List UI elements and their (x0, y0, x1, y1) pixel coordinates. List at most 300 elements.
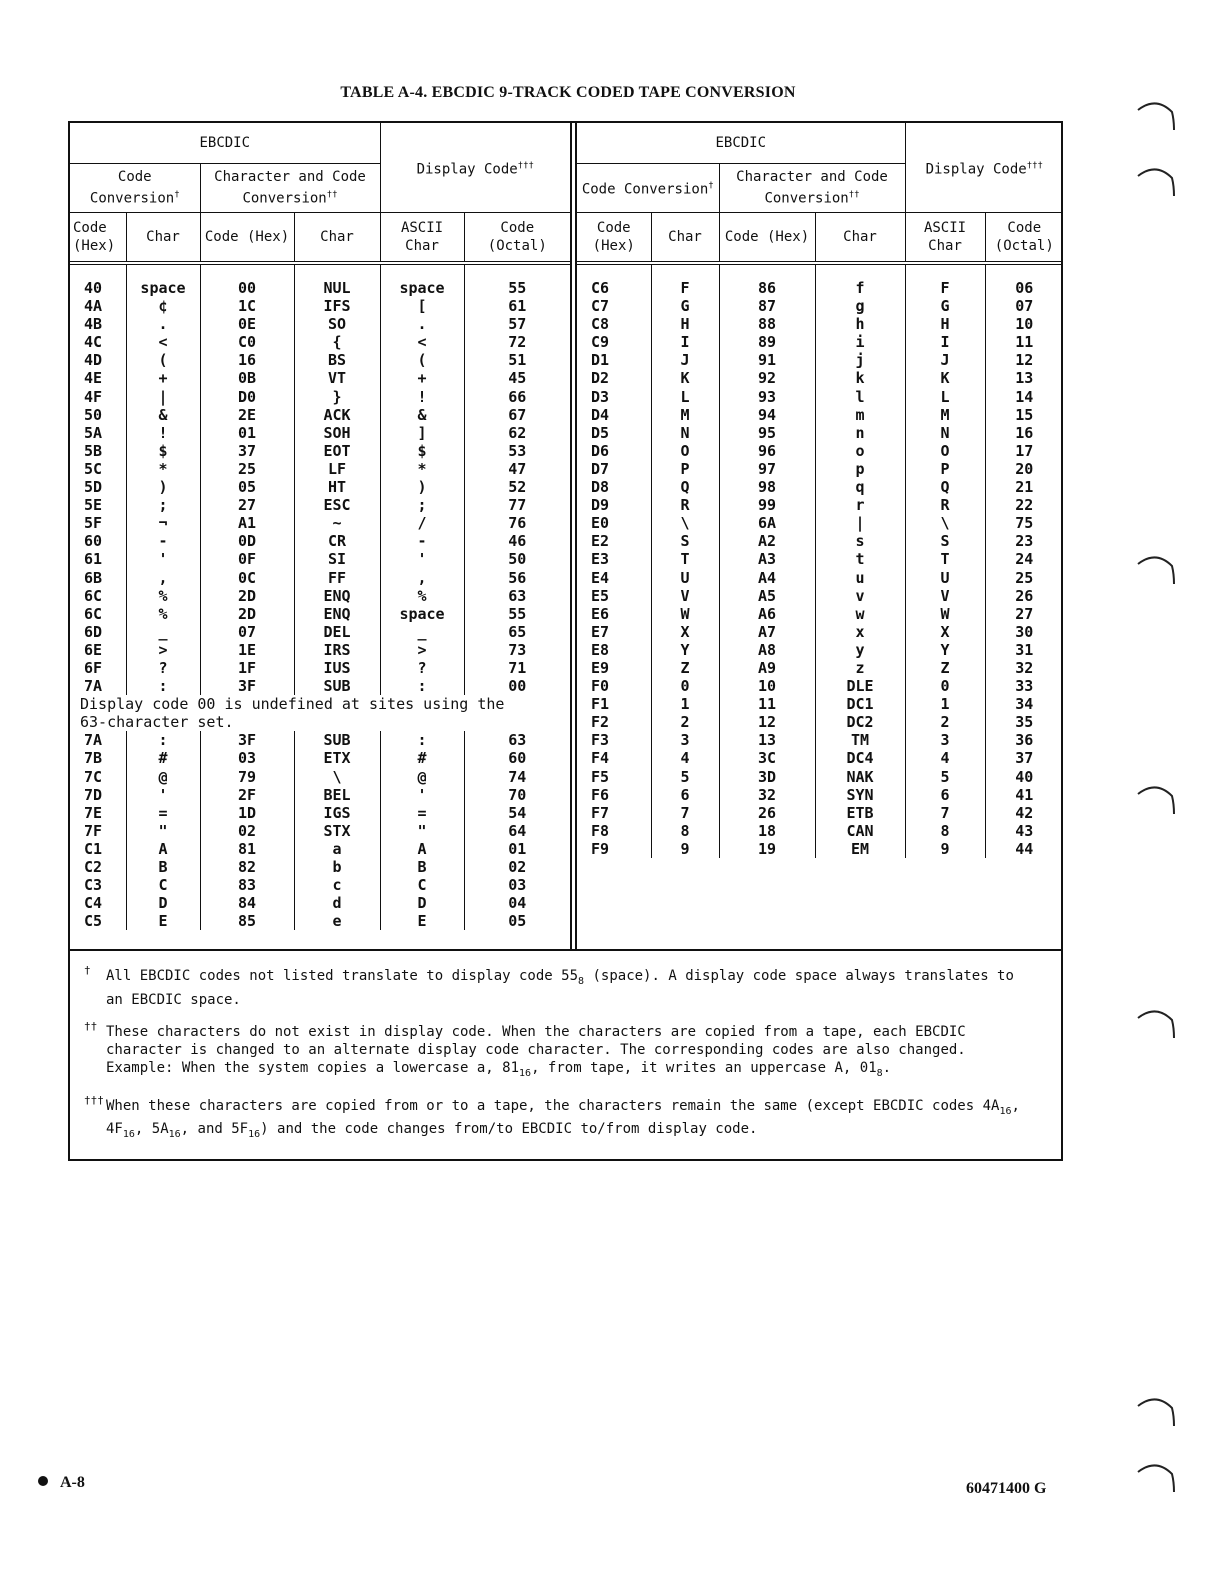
binder-hole-icon (1134, 1002, 1178, 1042)
code-octal-header: Code (Octal) (464, 213, 570, 264)
conversion-char: a (294, 840, 380, 858)
display-code-octal: 17 (985, 442, 1063, 460)
conversion-char: p (815, 460, 905, 478)
ascii-char: B (380, 858, 464, 876)
display-code-octal: 04 (464, 894, 570, 912)
ebcdic-code-hex: D2 (577, 369, 651, 387)
conversion-char: d (294, 894, 380, 912)
conversion-char: DEL (294, 623, 380, 641)
conversion-char: HT (294, 478, 380, 496)
conversion-code-hex: A3 (719, 550, 815, 568)
table-row (577, 496, 1063, 514)
code-hex-header: Code (Hex) (719, 213, 815, 264)
ebcdic-code-hex: F9 (577, 840, 651, 858)
table-row (577, 315, 1063, 333)
conversion-code-hex: 2D (200, 605, 294, 623)
display-code-octal: 31 (985, 641, 1063, 659)
code-hex-header: Code (Hex) (577, 213, 651, 264)
right-panel (577, 123, 1063, 951)
ascii-char: / (380, 514, 464, 532)
code-octal-header: Code (Octal) (985, 213, 1063, 264)
ebcdic-char: S (651, 532, 719, 550)
display-code-octal: 10 (985, 315, 1063, 333)
ebcdic-char: M (651, 406, 719, 424)
conversion-code-hex: 3F (200, 677, 294, 695)
conversion-char: SUB (294, 677, 380, 695)
footnote-2: †† These characters do not exist in display code. When the characters are copied from a tape, each EBCDIC character is changed to an alternate display code character. The corresponding codes are also changed. Example: When the system copies a lowercase a, $81_{16}$, from tape, it writes an uppercase A, $01_8$. (84, 1019, 966, 1079)
table-row (577, 478, 1063, 496)
ascii-char: " (380, 822, 464, 840)
bullet-icon (38, 1476, 48, 1486)
conversion-char: e (294, 912, 380, 930)
ebcdic-char: 6 (651, 786, 719, 804)
ebcdic-code-hex: C4 (70, 894, 126, 912)
ascii-char: O (905, 442, 985, 460)
table-row (577, 623, 1063, 641)
ascii-char: Q (905, 478, 985, 496)
display-code-octal: 30 (985, 623, 1063, 641)
ascii-char: A (380, 840, 464, 858)
code-conversion-header-right: Code Conversion† (577, 164, 719, 213)
display-code-header-right: Display Code††† (905, 123, 1063, 213)
conversion-char: m (815, 406, 905, 424)
table-row (577, 442, 1063, 460)
ascii-char: P (905, 460, 985, 478)
conversion-char: y (815, 641, 905, 659)
conversion-char: EM (815, 840, 905, 858)
display-code-octal: 74 (464, 768, 570, 786)
conversion-char: IUS (294, 659, 380, 677)
ebcdic-char: 2 (651, 713, 719, 731)
table-note-line: Display code 00 is undefined at sites using the (80, 695, 505, 714)
ebcdic-char: T (651, 550, 719, 568)
ascii-char: 1 (905, 695, 985, 713)
display-code-octal: 65 (464, 623, 570, 641)
display-code-octal: 06 (985, 279, 1063, 297)
ascii-char: _ (380, 623, 464, 641)
conversion-code-hex: 16 (200, 351, 294, 369)
ebcdic-code-hex: C2 (70, 858, 126, 876)
display-code-octal: 55 (464, 279, 570, 297)
ascii-char: S (905, 532, 985, 550)
ebcdic-char: J (651, 351, 719, 369)
ebcdic-code-hex: E4 (577, 569, 651, 587)
left-table-body-continued (70, 731, 570, 930)
table-row (70, 912, 570, 930)
ascii-char: K (905, 369, 985, 387)
conversion-char: IRS (294, 641, 380, 659)
ascii-char: ' (380, 786, 464, 804)
ebcdic-char: * (126, 460, 200, 478)
conversion-code-hex: 18 (719, 822, 815, 840)
conversion-code-hex: 0B (200, 369, 294, 387)
conversion-char: DC2 (815, 713, 905, 731)
ebcdic-char: : (126, 677, 200, 695)
ascii-char: 9 (905, 840, 985, 858)
table-row (70, 587, 570, 605)
display-code-octal: 71 (464, 659, 570, 677)
ebcdic-char: ? (126, 659, 200, 677)
ebcdic-code-hex: E2 (577, 532, 651, 550)
column-divider (570, 123, 577, 951)
conversion-char: STX (294, 822, 380, 840)
ebcdic-code-hex: D8 (577, 478, 651, 496)
ascii-char: F (905, 279, 985, 297)
conversion-char: SOH (294, 424, 380, 442)
table-row (577, 768, 1063, 786)
conversion-char: x (815, 623, 905, 641)
table-row (577, 749, 1063, 767)
table-row (70, 315, 570, 333)
display-code-octal: 20 (985, 460, 1063, 478)
ebcdic-char: U (651, 569, 719, 587)
conversion-char: TM (815, 731, 905, 749)
table-row (577, 605, 1063, 623)
conversion-char: IFS (294, 297, 380, 315)
display-code-octal: 27 (985, 605, 1063, 623)
display-code-octal: 63 (464, 587, 570, 605)
display-code-octal: 11 (985, 333, 1063, 351)
display-code-octal: 50 (464, 550, 570, 568)
footnotes (70, 953, 1060, 1144)
table-row (577, 460, 1063, 478)
conversion-char: | (815, 514, 905, 532)
ebcdic-code-hex: 4F (70, 388, 126, 406)
table-row (577, 550, 1063, 568)
conversion-code-hex: 03 (200, 749, 294, 767)
ebcdic-char: X (651, 623, 719, 641)
ebcdic-char: 8 (651, 822, 719, 840)
ascii-char: ) (380, 478, 464, 496)
display-code-octal: 01 (464, 840, 570, 858)
ebcdic-code-hex: D1 (577, 351, 651, 369)
conversion-code-hex: 02 (200, 822, 294, 840)
ebcdic-code-hex: 7D (70, 786, 126, 804)
conversion-char: BEL (294, 786, 380, 804)
ebcdic-char: 0 (651, 677, 719, 695)
right-table-body (577, 263, 1063, 858)
ascii-char-header: ASCII Char (905, 213, 985, 264)
ebcdic-code-hex: F2 (577, 713, 651, 731)
conversion-char: SYN (815, 786, 905, 804)
ascii-char: ! (380, 388, 464, 406)
display-code-octal: 14 (985, 388, 1063, 406)
ascii-char: W (905, 605, 985, 623)
conversion-code-hex: A9 (719, 659, 815, 677)
conversion-char: z (815, 659, 905, 677)
binder-hole-icon (1134, 160, 1178, 200)
display-code-octal: 53 (464, 442, 570, 460)
table-row (70, 768, 570, 786)
table-frame (68, 121, 1063, 1161)
ebcdic-char: % (126, 587, 200, 605)
ebcdic-code-hex: 5B (70, 442, 126, 460)
ebcdic-char: L (651, 388, 719, 406)
char-code-conversion-header-left: Character and Code Conversion†† (200, 164, 380, 213)
conversion-code-hex: 1D (200, 804, 294, 822)
conversion-char: r (815, 496, 905, 514)
char-header: Char (651, 213, 719, 264)
conversion-code-hex: 87 (719, 297, 815, 315)
display-code-octal: 73 (464, 641, 570, 659)
table-row (70, 388, 570, 406)
conversion-code-hex: 13 (719, 731, 815, 749)
ebcdic-char: | (126, 388, 200, 406)
ascii-char: % (380, 587, 464, 605)
conversion-code-hex: 94 (719, 406, 815, 424)
ebcdic-char: + (126, 369, 200, 387)
conversion-char: ACK (294, 406, 380, 424)
ascii-char: * (380, 460, 464, 478)
binder-hole-icon (1134, 1456, 1178, 1496)
ebcdic-code-hex: F1 (577, 695, 651, 713)
conversion-char: t (815, 550, 905, 568)
table-row (70, 550, 570, 568)
ebcdic-char: ¬ (126, 514, 200, 532)
conversion-code-hex: 0C (200, 569, 294, 587)
display-code-octal: 64 (464, 822, 570, 840)
table-row (70, 840, 570, 858)
display-code-octal: 05 (464, 912, 570, 930)
ascii-char: N (905, 424, 985, 442)
ebcdic-code-hex: 6E (70, 641, 126, 659)
ascii-char: 5 (905, 768, 985, 786)
ebcdic-char: # (126, 749, 200, 767)
conversion-char: n (815, 424, 905, 442)
display-code-octal: 16 (985, 424, 1063, 442)
conversion-char: h (815, 315, 905, 333)
ebcdic-code-hex: E6 (577, 605, 651, 623)
conversion-code-hex: 37 (200, 442, 294, 460)
ebcdic-code-hex: 7A (70, 731, 126, 749)
conversion-code-hex: 11 (719, 695, 815, 713)
ascii-char: 8 (905, 822, 985, 840)
conversion-code-hex: A1 (200, 514, 294, 532)
display-code-header-left: Display Code††† (380, 123, 570, 213)
display-code-octal: 43 (985, 822, 1063, 840)
code-conversion-header-left: Code Conversion† (70, 164, 200, 213)
conversion-code-hex: 6A (719, 514, 815, 532)
display-code-octal: 15 (985, 406, 1063, 424)
ebcdic-code-hex: 7C (70, 768, 126, 786)
ebcdic-code-hex: C3 (70, 876, 126, 894)
conversion-code-hex: 0D (200, 532, 294, 550)
conversion-char: { (294, 333, 380, 351)
conversion-char: SO (294, 315, 380, 333)
ebcdic-code-hex: 4E (70, 369, 126, 387)
document-number: 60471400 G (966, 1480, 1047, 1497)
table-row (70, 369, 570, 387)
conversion-code-hex: 97 (719, 460, 815, 478)
left-table-note (70, 695, 570, 731)
conversion-code-hex: D0 (200, 388, 294, 406)
footnote-mark: †† (84, 1019, 98, 1033)
conversion-char: i (815, 333, 905, 351)
ebcdic-char: ( (126, 351, 200, 369)
ascii-char: [ (380, 297, 464, 315)
display-code-octal: 72 (464, 333, 570, 351)
conversion-code-hex: 32 (719, 786, 815, 804)
ebcdic-code-hex: 50 (70, 406, 126, 424)
conversion-char: DC4 (815, 749, 905, 767)
conversion-code-hex: 91 (719, 351, 815, 369)
ascii-char: + (380, 369, 464, 387)
display-code-octal: 55 (464, 605, 570, 623)
conversion-code-hex: 2F (200, 786, 294, 804)
conversion-code-hex: 2D (200, 587, 294, 605)
ebcdic-char: E (126, 912, 200, 930)
ascii-char: ( (380, 351, 464, 369)
table-row (577, 424, 1063, 442)
conversion-code-hex: C0 (200, 333, 294, 351)
table-row (70, 749, 570, 767)
conversion-char: SI (294, 550, 380, 568)
conversion-char: w (815, 605, 905, 623)
ebcdic-code-hex: C5 (70, 912, 126, 930)
ebcdic-char: F (651, 279, 719, 297)
display-code-octal: 76 (464, 514, 570, 532)
conversion-code-hex: 2E (200, 406, 294, 424)
display-code-octal: 75 (985, 514, 1063, 532)
ebcdic-code-hex: C9 (577, 333, 651, 351)
display-code-octal: 21 (985, 478, 1063, 496)
conversion-char: c (294, 876, 380, 894)
ebcdic-code-hex: 6C (70, 605, 126, 623)
page-number: A-8 (38, 1474, 85, 1492)
ascii-char-header: ASCII Char (380, 213, 464, 264)
ebcdic-char: O (651, 442, 719, 460)
ebcdic-char: D (126, 894, 200, 912)
ebcdic-code-hex: 4B (70, 315, 126, 333)
conversion-char: v (815, 587, 905, 605)
conversion-char: o (815, 442, 905, 460)
ebcdic-char: W (651, 605, 719, 623)
conversion-code-hex: 1E (200, 641, 294, 659)
footnote-mark: ††† (84, 1093, 104, 1107)
ascii-char: # (380, 749, 464, 767)
ebcdic-char: I (651, 333, 719, 351)
table-row (70, 731, 570, 749)
table-row (577, 786, 1063, 804)
ascii-char: 2 (905, 713, 985, 731)
ebcdic-char: space (126, 279, 200, 297)
ebcdic-char: B (126, 858, 200, 876)
conversion-char: g (815, 297, 905, 315)
ebcdic-char: R (651, 496, 719, 514)
conversion-code-hex: 95 (719, 424, 815, 442)
ebcdic-code-hex: C1 (70, 840, 126, 858)
ebcdic-code-hex: 60 (70, 532, 126, 550)
ascii-char: < (380, 333, 464, 351)
ebcdic-char: 1 (651, 695, 719, 713)
conversion-char: IGS (294, 804, 380, 822)
conversion-code-hex: 19 (719, 840, 815, 858)
ascii-char: M (905, 406, 985, 424)
ascii-char: 3 (905, 731, 985, 749)
ebcdic-char: > (126, 641, 200, 659)
ebcdic-header-right: EBCDIC (577, 123, 905, 164)
table-row (70, 333, 570, 351)
ascii-char: space (380, 279, 464, 297)
ebcdic-code-hex: C7 (577, 297, 651, 315)
ascii-char: V (905, 587, 985, 605)
table-row (577, 713, 1063, 731)
conversion-code-hex: 92 (719, 369, 815, 387)
conversion-code-hex: 79 (200, 768, 294, 786)
ebcdic-char: N (651, 424, 719, 442)
display-code-octal: 60 (464, 749, 570, 767)
ebcdic-char: _ (126, 623, 200, 641)
ascii-char: 6 (905, 786, 985, 804)
ebcdic-char: 4 (651, 749, 719, 767)
conversion-code-hex: 86 (719, 279, 815, 297)
conversion-char: ~ (294, 514, 380, 532)
table-row (70, 279, 570, 297)
table-row (577, 279, 1063, 297)
ebcdic-char: , (126, 569, 200, 587)
table-row (577, 731, 1063, 749)
ascii-char: J (905, 351, 985, 369)
conversion-char: l (815, 388, 905, 406)
conversion-code-hex: 89 (719, 333, 815, 351)
display-code-octal: 25 (985, 569, 1063, 587)
ebcdic-char: \ (651, 514, 719, 532)
display-code-octal: 07 (985, 297, 1063, 315)
ebcdic-code-hex: E8 (577, 641, 651, 659)
ebcdic-code-hex: 7F (70, 822, 126, 840)
conversion-code-hex: 01 (200, 424, 294, 442)
conversion-code-hex: 26 (719, 804, 815, 822)
display-code-octal: 42 (985, 804, 1063, 822)
conversion-char: FF (294, 569, 380, 587)
conversion-code-hex: 99 (719, 496, 815, 514)
conversion-char: DC1 (815, 695, 905, 713)
char-header: Char (126, 213, 200, 264)
ebcdic-code-hex: 61 (70, 550, 126, 568)
table-row (70, 406, 570, 424)
char-header: Char (294, 213, 380, 264)
ebcdic-char: = (126, 804, 200, 822)
table-row (70, 822, 570, 840)
ebcdic-char: . (126, 315, 200, 333)
table-row (70, 569, 570, 587)
ascii-char: . (380, 315, 464, 333)
binder-hole-icon (1134, 1390, 1178, 1430)
conversion-char: NUL (294, 279, 380, 297)
display-code-octal: 57 (464, 315, 570, 333)
binder-hole-icon (1134, 94, 1178, 134)
ebcdic-char: ! (126, 424, 200, 442)
table-row (577, 514, 1063, 532)
display-code-octal: 26 (985, 587, 1063, 605)
ebcdic-code-hex: F4 (577, 749, 651, 767)
conversion-char: CAN (815, 822, 905, 840)
ebcdic-char: - (126, 532, 200, 550)
ebcdic-code-hex: D7 (577, 460, 651, 478)
ebcdic-char: V (651, 587, 719, 605)
ascii-char: Z (905, 659, 985, 677)
display-code-octal: 54 (464, 804, 570, 822)
table-row (70, 894, 570, 912)
conversion-char: CR (294, 532, 380, 550)
table-row (70, 858, 570, 876)
ascii-char: X (905, 623, 985, 641)
conversion-char: SUB (294, 731, 380, 749)
conversion-char: q (815, 478, 905, 496)
ebcdic-code-hex: D3 (577, 388, 651, 406)
ebcdic-char: % (126, 605, 200, 623)
ascii-char: = (380, 804, 464, 822)
